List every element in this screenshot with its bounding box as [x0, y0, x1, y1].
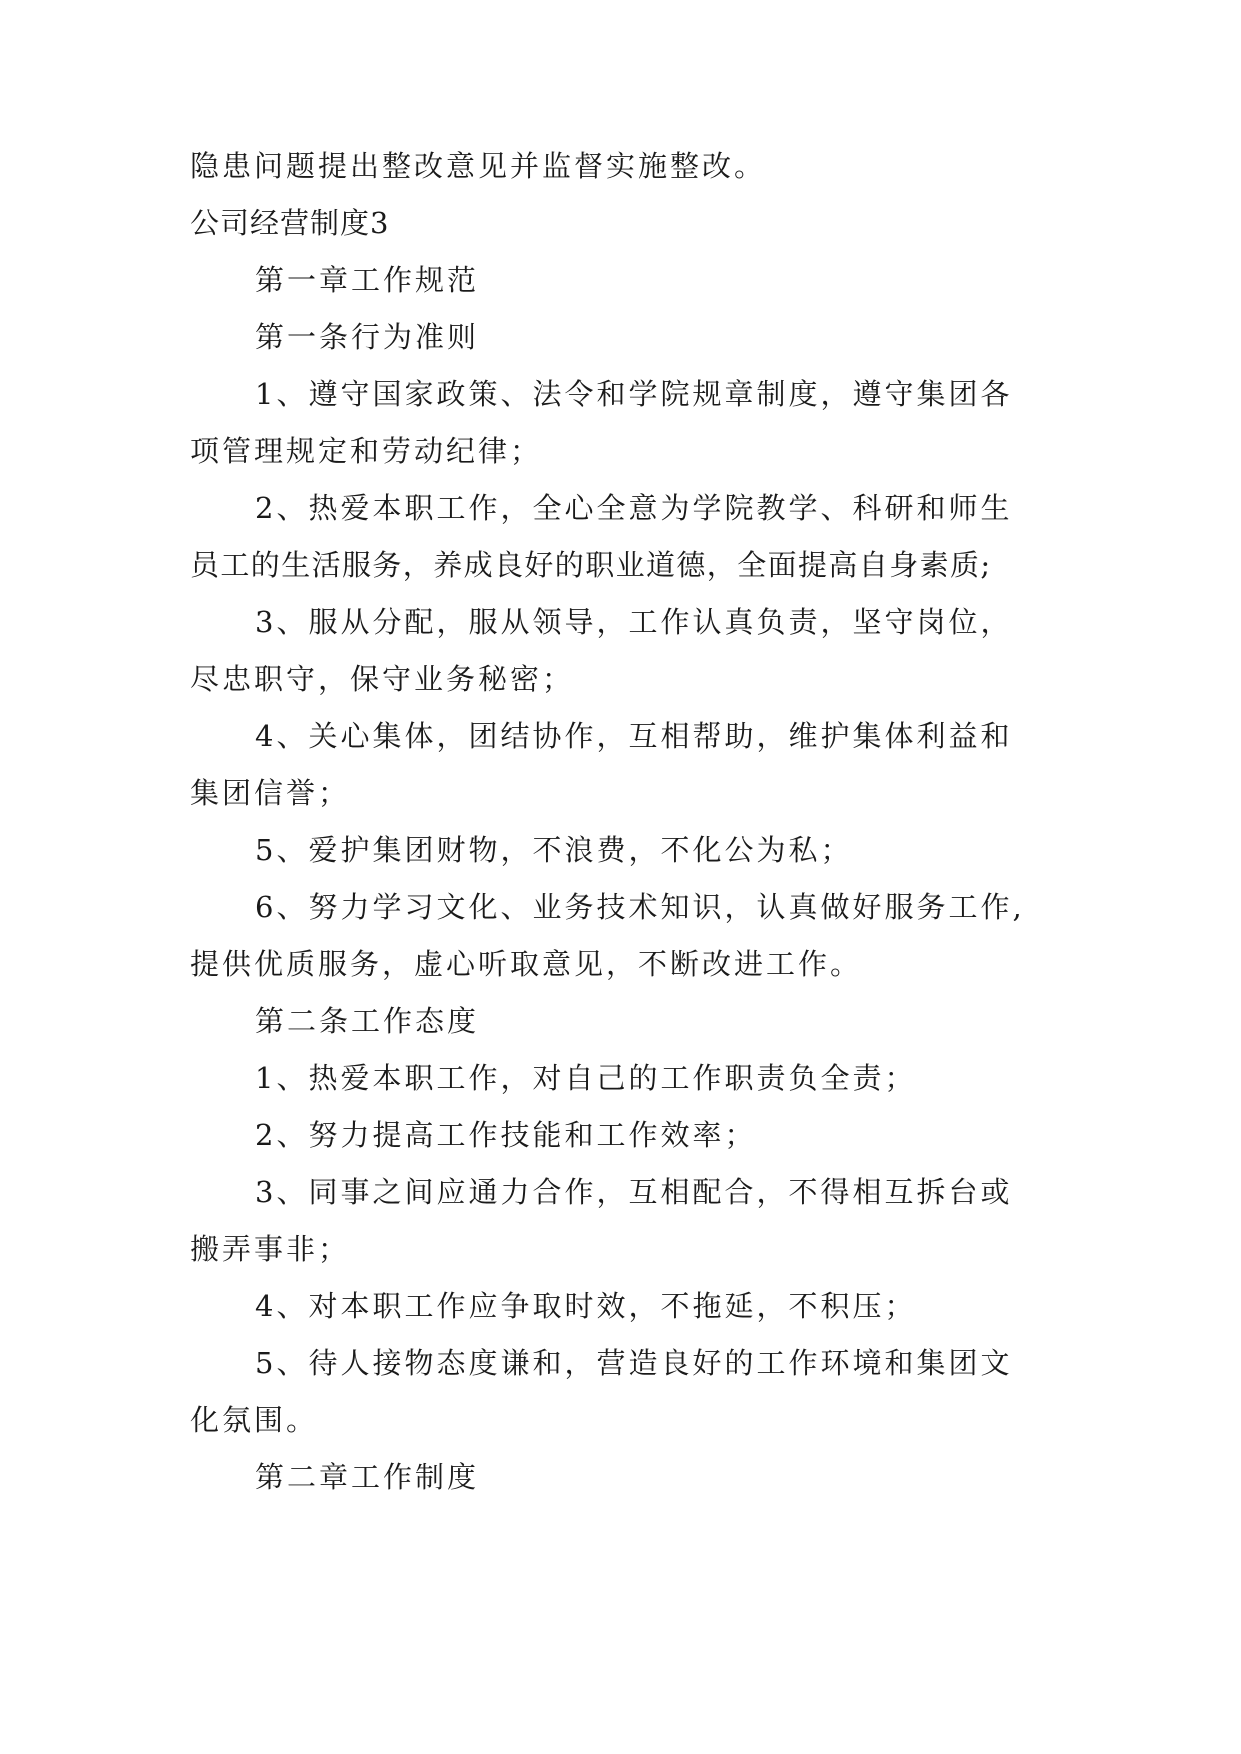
- chapter-heading: 第一章工作规范: [255, 263, 480, 297]
- section-title: 公司经营制度3: [190, 206, 390, 240]
- text-line: 3、服从分配，服从领导，工作认真负责，坚守岗位，: [255, 605, 1013, 639]
- article-heading: 第一条行为准则: [255, 320, 480, 354]
- text-line: 4、对本职工作应争取时效，不拖延，不积压；: [255, 1289, 917, 1323]
- text-line: 6、努力学习文化、业务技术知识，认真做好服务工作,: [255, 890, 1025, 924]
- text-line: 5、爱护集团财物，不浪费，不化公为私；: [255, 833, 853, 867]
- text-line: 1、遵守国家政策、法令和学院规章制度，遵守集团各: [255, 377, 1013, 411]
- text-line: 集团信誉；: [190, 776, 351, 810]
- text-line: 提供优质服务，虚心听取意见，不断改进工作。: [190, 947, 863, 981]
- text-line: 搬弄事非；: [190, 1232, 351, 1266]
- text-line: 隐患问题提出整改意见并监督实施整改。: [190, 149, 767, 183]
- text-line: 2、努力提高工作技能和工作效率；: [255, 1118, 757, 1152]
- text-line: 化氛围。: [190, 1403, 319, 1437]
- text-line: 5、待人接物态度谦和，营造良好的工作环境和集团文: [255, 1346, 1013, 1380]
- text-line: 尽忠职守，保守业务秘密；: [190, 662, 575, 696]
- text-line: 4、关心集体，团结协作，互相帮助，维护集体利益和: [255, 719, 1013, 753]
- text-line: 项管理规定和劳动纪律；: [190, 434, 543, 468]
- chapter-heading: 第二章工作制度: [255, 1460, 480, 1494]
- text-line: 员工的生活服务，养成良好的职业道德，全面提高自身素质;: [190, 548, 992, 582]
- article-heading: 第二条工作态度: [255, 1004, 480, 1038]
- text-line: 2、热爱本职工作，全心全意为学院教学、科研和师生: [255, 491, 1013, 525]
- text-line: 3、同事之间应通力合作，互相配合，不得相互拆台或: [255, 1175, 1013, 1209]
- text-line: 1、热爱本职工作，对自己的工作职责负全责；: [255, 1061, 917, 1095]
